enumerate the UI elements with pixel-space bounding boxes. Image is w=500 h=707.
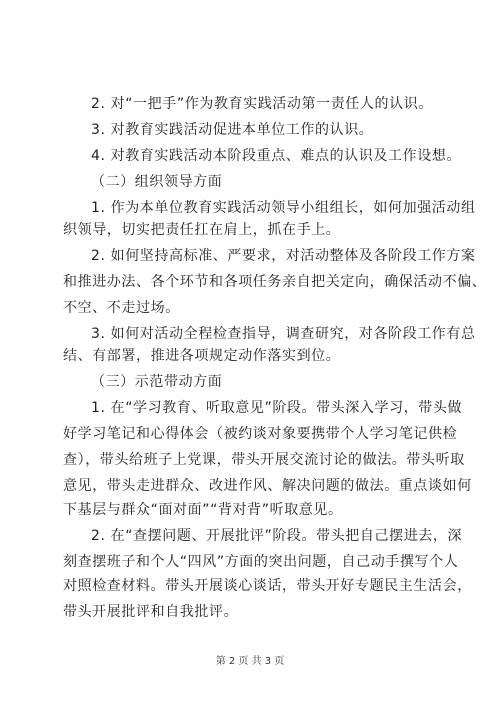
page-footer: 第 2 页 共 3 页 [215, 656, 285, 667]
section-heading: （二）组织领导方面 [91, 174, 223, 190]
text-line: 刻查摆班子和个人“四风”方面的突出问题，自己动手撰写个人 [63, 554, 459, 570]
text-line: 织领导，切实把责任扛在肩上，抓在手上。 [63, 222, 341, 238]
text-line: 不空、不走过场。 [63, 300, 180, 316]
text-line: 3. 如何对活动全程检查指导，调查研究，对各阶段工作有总 [91, 326, 476, 342]
text-line: 好学习笔记和心得体会（被约谈对象要携带个人学习笔记供检 [63, 426, 458, 442]
text-line: 带头开展批评和自我批评。 [63, 604, 239, 620]
text-line: 1. 在“学习教育、听取意见”阶段。带头深入学习，带头做 [91, 400, 463, 416]
text-line: 3. 对教育实践活动促进本单位工作的认识。 [91, 122, 374, 138]
text-line: 下基层与群众“面对面”“背对背”听取意见。 [63, 502, 343, 518]
text-line: 结、有部署，推进各项规定动作落实到位。 [63, 348, 341, 364]
text-line: 2. 如何坚持高标准、严要求，对活动整体及各阶段工作方案 [91, 248, 476, 264]
text-line: 和推进办法、各个环节和各项任务亲自把关定向，确保活动不偏、 [63, 274, 487, 290]
text-line: 查），带头给班子上党课，带头开展交流讨论的做法。带头听取 [63, 452, 465, 468]
text-line: 意见，带头走进群众、改进作风、解决问题的做法。重点谈如何 [63, 478, 472, 494]
text-line: 2. 在“查摆问题、开展批评”阶段。带头把自己摆进去，深 [91, 528, 463, 544]
text-line: 1. 作为本单位教育实践活动领导小组组长，如何加强活动组 [91, 200, 476, 216]
section-heading: （三）示范带动方面 [91, 374, 223, 390]
text-line: 2. 对“一把手”作为教育实践活动第一责任人的认识。 [91, 96, 433, 112]
text-line: 对照检查材料。带头开展谈心谈话，带头开好专题民主生活会， [63, 578, 472, 594]
text-line: 4. 对教育实践活动本阶段重点、难点的认识及工作设想。 [91, 148, 462, 164]
